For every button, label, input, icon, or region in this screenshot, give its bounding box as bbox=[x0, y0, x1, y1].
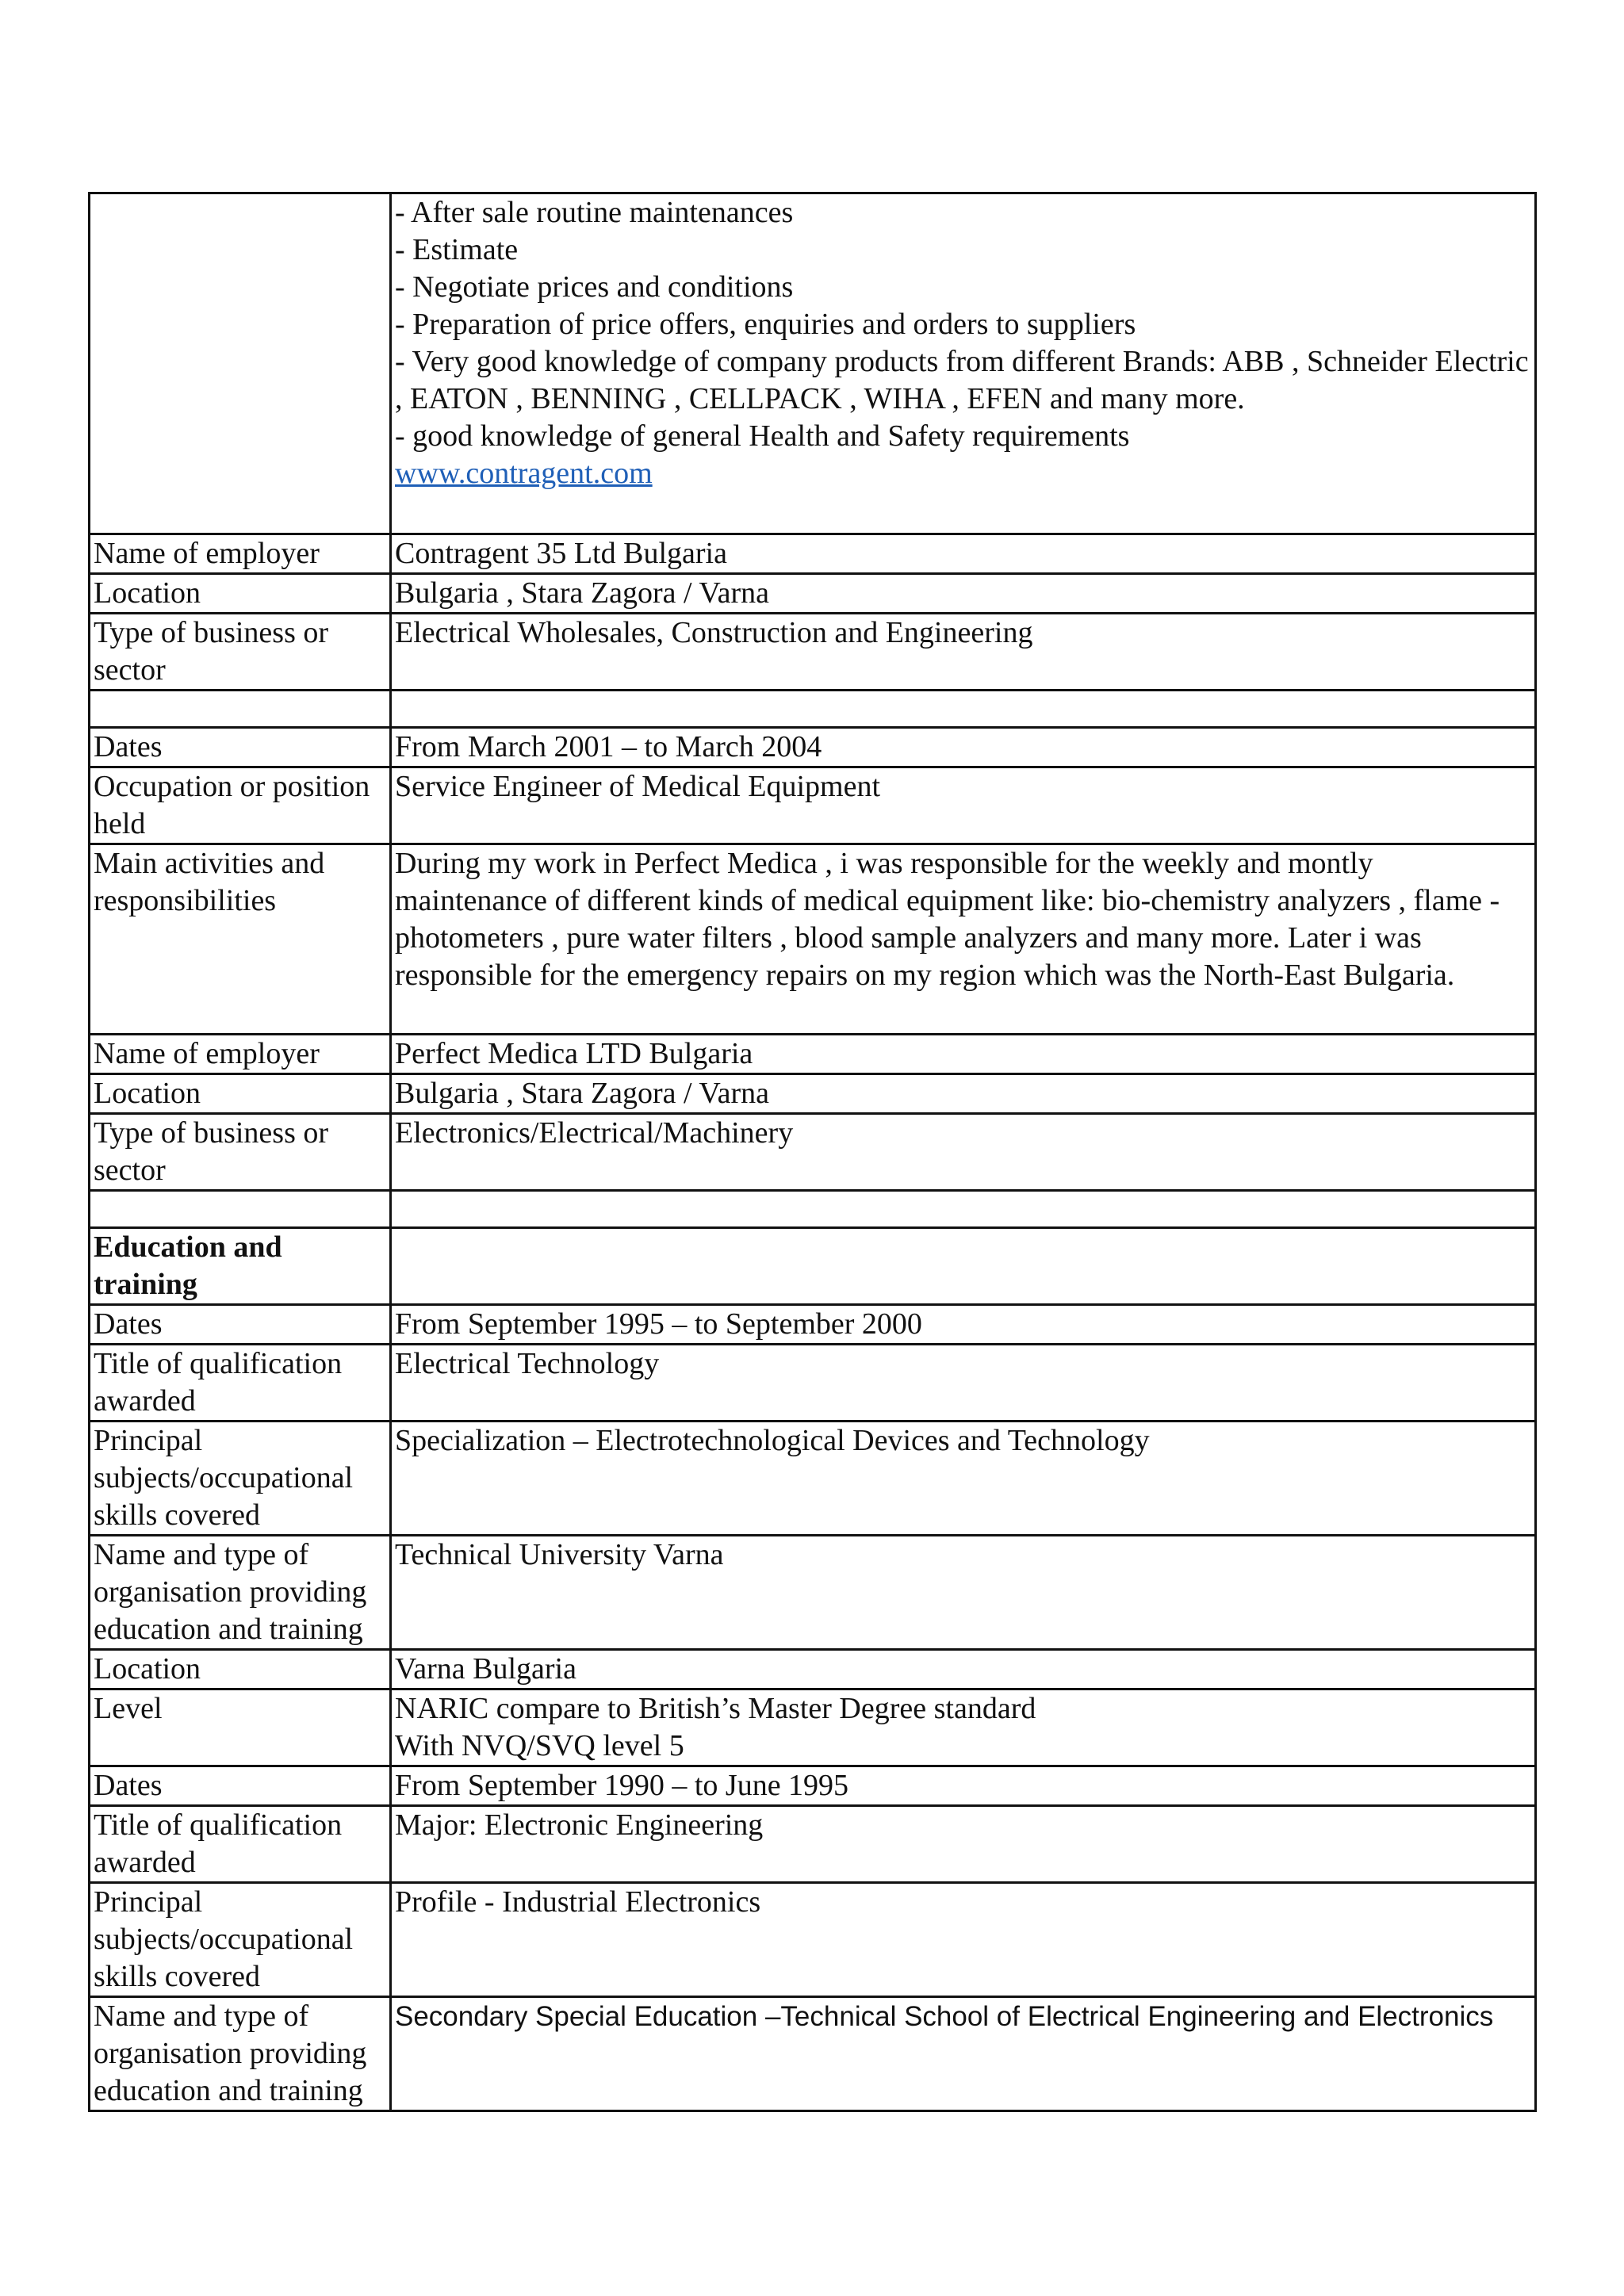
table-row bbox=[90, 1766, 1536, 1806]
dates-value: From March 2001 – to March 2004 bbox=[391, 728, 1536, 767]
table-row bbox=[90, 614, 1536, 691]
company-website-link[interactable]: www.contragent.com bbox=[395, 457, 653, 490]
section-heading-row bbox=[90, 1228, 1536, 1305]
table-row bbox=[90, 574, 1536, 614]
table-row bbox=[90, 1806, 1536, 1883]
location-label: Location bbox=[90, 1650, 391, 1689]
qualification-value: Electrical Technology bbox=[391, 1345, 1536, 1422]
education-heading: Education and training bbox=[90, 1228, 391, 1305]
table-row bbox=[90, 1650, 1536, 1689]
position-value: Service Engineer of Medical Equipment bbox=[391, 767, 1536, 844]
activities-value: During my work in Perfect Medica , i was responsible for the weekly and montly maintenance of different kinds of medical equipment like: bio-chemistry analyzers , flame - photometers , pure water filters , blood sample analyzers and many more. Later i was responsible for the emergency repairs on my region which was the North-East Bulgaria. bbox=[391, 844, 1536, 1035]
empty-cell bbox=[90, 1191, 391, 1228]
qualification-label: Title of qualification awarded bbox=[90, 1345, 391, 1422]
table-row bbox=[90, 193, 1536, 534]
list-item: - Very good knowledge of company products from different Brands: ABB , Schneider Electric , EATON , BENNING , CELLPACK , WIHA , EFEN and many more. bbox=[395, 345, 1529, 415]
empty-cell bbox=[391, 1228, 1536, 1305]
dates-label: Dates bbox=[90, 1766, 391, 1806]
table-row bbox=[90, 1536, 1536, 1650]
table-row bbox=[90, 1689, 1536, 1766]
table-row bbox=[90, 1422, 1536, 1536]
dates-value: From September 1995 – to September 2000 bbox=[391, 1305, 1536, 1345]
table-row bbox=[90, 1345, 1536, 1422]
organisation-value: Technical University Varna bbox=[391, 1536, 1536, 1650]
location-value: Bulgaria , Stara Zagora / Varna bbox=[391, 1074, 1536, 1114]
organisation-value: Secondary Special Education –Technical School of Electrical Engineering and Electronics bbox=[391, 1997, 1536, 2111]
sector-label: Type of business or sector bbox=[90, 614, 391, 691]
subjects-value: Profile - Industrial Electronics bbox=[391, 1883, 1536, 1997]
level-line: NARIC compare to British’s Master Degree standard bbox=[395, 1692, 1036, 1725]
employer-value: Contragent 35 Ltd Bulgaria bbox=[391, 534, 1536, 574]
list-item: - Preparation of price offers, enquiries and orders to suppliers bbox=[395, 308, 1136, 341]
empty-cell bbox=[391, 691, 1536, 728]
table-row bbox=[90, 767, 1536, 844]
position-label: Occupation or position held bbox=[90, 767, 391, 844]
list-item: - good knowledge of general Health and Safety requirements bbox=[395, 419, 1130, 453]
table-row bbox=[90, 1035, 1536, 1074]
level-label: Level bbox=[90, 1689, 391, 1766]
responsibilities-cell bbox=[391, 193, 1536, 534]
employer-label: Name of employer bbox=[90, 534, 391, 574]
table-row bbox=[90, 1997, 1536, 2111]
spacer-row bbox=[90, 691, 1536, 728]
subjects-label: Principal subjects/occupational skills covered bbox=[90, 1422, 391, 1536]
spacer-row bbox=[90, 1191, 1536, 1228]
table-row bbox=[90, 728, 1536, 767]
organisation-label: Name and type of organisation providing education and training bbox=[90, 1997, 391, 2111]
table-row bbox=[90, 1114, 1536, 1191]
location-value: Varna Bulgaria bbox=[391, 1650, 1536, 1689]
level-line: With NVQ/SVQ level 5 bbox=[395, 1729, 684, 1762]
dates-label: Dates bbox=[90, 1305, 391, 1345]
sector-value: Electronics/Electrical/Machinery bbox=[391, 1114, 1536, 1191]
empty-cell bbox=[90, 193, 391, 534]
sector-value: Electrical Wholesales, Construction and Engineering bbox=[391, 614, 1536, 691]
organisation-label: Name and type of organisation providing education and training bbox=[90, 1536, 391, 1650]
location-label: Location bbox=[90, 1074, 391, 1114]
table-row bbox=[90, 1074, 1536, 1114]
qualification-value: Major: Electronic Engineering bbox=[391, 1806, 1536, 1883]
cv-table bbox=[88, 192, 1537, 2112]
location-label: Location bbox=[90, 574, 391, 614]
level-value bbox=[391, 1689, 1536, 1766]
dates-value: From September 1990 – to June 1995 bbox=[391, 1766, 1536, 1806]
subjects-label: Principal subjects/occupational skills covered bbox=[90, 1883, 391, 1997]
table-row bbox=[90, 1305, 1536, 1345]
empty-cell bbox=[90, 691, 391, 728]
employer-value: Perfect Medica LTD Bulgaria bbox=[391, 1035, 1536, 1074]
employer-label: Name of employer bbox=[90, 1035, 391, 1074]
list-item: - Estimate bbox=[395, 233, 519, 266]
list-item: - After sale routine maintenances bbox=[395, 196, 794, 229]
dates-label: Dates bbox=[90, 728, 391, 767]
table-row bbox=[90, 844, 1536, 1035]
activities-label: Main activities and responsibilities bbox=[90, 844, 391, 1035]
table-row bbox=[90, 1883, 1536, 1997]
empty-cell bbox=[391, 1191, 1536, 1228]
sector-label: Type of business or sector bbox=[90, 1114, 391, 1191]
location-value: Bulgaria , Stara Zagora / Varna bbox=[391, 574, 1536, 614]
qualification-label: Title of qualification awarded bbox=[90, 1806, 391, 1883]
list-item: - Negotiate prices and conditions bbox=[395, 270, 794, 304]
table-row bbox=[90, 534, 1536, 574]
subjects-value: Specialization – Electrotechnological Devices and Technology bbox=[391, 1422, 1536, 1536]
